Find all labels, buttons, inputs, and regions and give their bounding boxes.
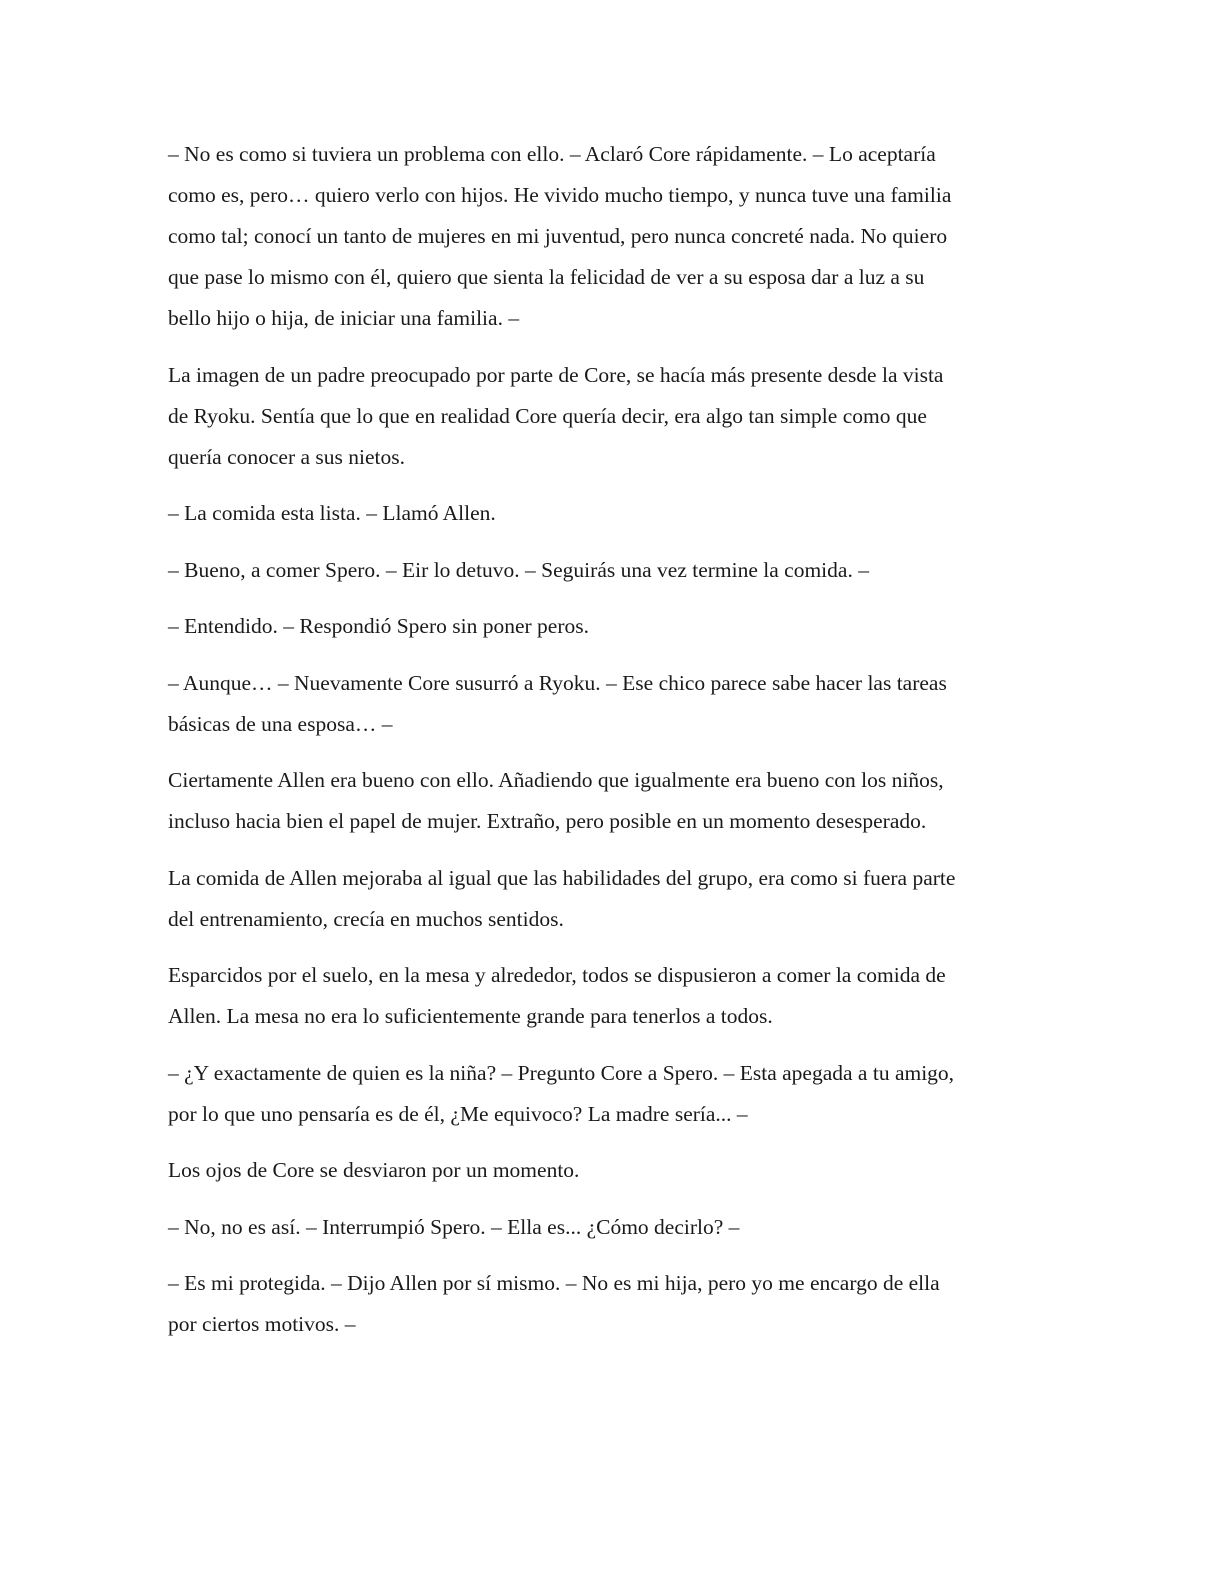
text-line: como tal; conocí un tanto de mujeres en mi juventud, pero nunca concreté nada. No quiero <box>168 224 948 248</box>
text-line: por lo que uno pensaría es de él, ¿Me equivoco? La madre sería... – <box>168 1101 748 1126</box>
paragraph <box>168 606 1048 647</box>
text-line: Ciertamente Allen era bueno con ello. Añadiendo que igualmente era bueno con los niños, <box>168 768 944 792</box>
text-line: que pase lo mismo con él, quiero que sienta la felicidad de ver a su esposa dar a luz a su <box>168 265 925 289</box>
paragraph <box>168 1053 1048 1135</box>
text-line: – ¿Y exactamente de quien es la niña? – Pregunto Core a Spero. – Esta apegada a tu amigo, <box>168 1060 955 1085</box>
text-line: Esparcidos por el suelo, en la mesa y alrededor, todos se dispusieron a comer la comida de <box>168 963 946 987</box>
text-line: por ciertos motivos. – <box>168 1312 356 1336</box>
text-line: La comida de Allen mejoraba al igual que las habilidades del grupo, era como si fuera parte <box>168 865 956 890</box>
text-line: – Es mi protegida. – Dijo Allen por sí mismo. – No es mi hija, pero yo me encargo de ella <box>168 1271 940 1295</box>
paragraph <box>168 493 1048 534</box>
paragraph <box>168 760 1048 842</box>
text-line: La imagen de un padre preocupado por parte de Core, se hacía más presente desde la vista <box>168 362 944 387</box>
text-line: – No es como si tuviera un problema con ello. – Aclaró Core rápidamente. – Lo aceptaría <box>168 142 936 166</box>
paragraph <box>168 1150 1048 1191</box>
paragraph <box>168 858 1048 940</box>
text-line: Los ojos de Core se desviaron por un momento. <box>168 1158 580 1182</box>
text-line: incluso hacia bien el papel de mujer. Extraño, pero posible en un momento desesperado. <box>168 809 927 833</box>
text-line: – Aunque… – Nuevamente Core susurró a Ryoku. – Ese chico parece sabe hacer las tareas <box>168 670 947 695</box>
text-line: – Entendido. – Respondió Spero sin poner peros. <box>168 614 589 638</box>
text-line: como es, pero… quiero verlo con hijos. He vivido mucho tiempo, y nunca tuve una familia <box>168 183 952 207</box>
text-line: – No, no es así. – Interrumpió Spero. – Ella es... ¿Cómo decirlo? – <box>168 1214 740 1239</box>
paragraph <box>168 1263 1048 1345</box>
text-line: bello hijo o hija, de iniciar una familia. – <box>168 306 520 330</box>
text-line: quería conocer a sus nietos. <box>168 444 406 469</box>
text-line: – La comida esta lista. – Llamó Allen. <box>168 501 496 525</box>
paragraph <box>168 955 1048 1037</box>
paragraph <box>168 550 1048 591</box>
paragraph <box>168 134 1048 339</box>
text-line: básicas de una esposa… – <box>168 711 393 736</box>
text-line: – Bueno, a comer Spero. – Eir lo detuvo. – Seguirás una vez termine la comida. – <box>168 557 869 582</box>
paragraph <box>168 1207 1048 1248</box>
text-line: del entrenamiento, crecía en muchos sentidos. <box>168 906 564 931</box>
text-line: de Ryoku. Sentía que lo que en realidad Core quería decir, era algo tan simple como que <box>168 403 927 428</box>
text-line: Allen. La mesa no era lo suficientemente grande para tenerlos a todos. <box>168 1004 773 1028</box>
document-body <box>168 134 1048 1361</box>
paragraph <box>168 663 1048 745</box>
paragraph <box>168 355 1048 478</box>
